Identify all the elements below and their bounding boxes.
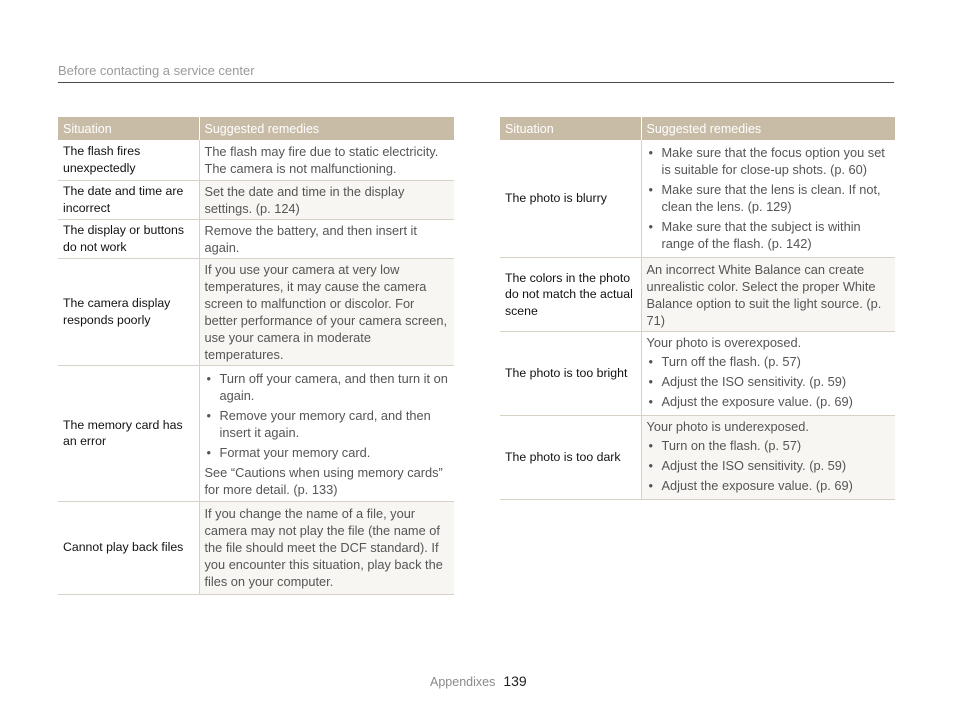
table-row [500,140,895,258]
table-row [58,365,454,501]
list-item: • Make sure that the subject is within range of the flash. (p. 142) [647,218,891,252]
remedy-cell: An incorrect White Balance can create unrealistic color. Select the proper White Balance option to suit the light source. (p. 71) [641,258,895,332]
list-item: • Turn on the flash. (p. 57) [647,437,891,454]
column-header-remedies: Suggested remedies [641,117,895,140]
table-row [58,219,454,258]
remedy-intro: Your photo is underexposed. [646,419,809,434]
situation-cell: The camera display responds poorly [58,258,199,365]
remedy-note: See “Cautions when using memory cards” for more detail. (p. 133) [204,465,443,497]
page-number: 139 [503,673,527,689]
situation-cell: The photo is too dark [500,416,641,500]
remedy-cell [641,332,895,416]
remedy-cell: If you change the name of a file, your camera may not play the file (the name of the file should meet the DCF standard). If you encounter this situation, play back the files on your computer. [199,501,454,594]
situation-cell: Cannot play back files [58,501,199,594]
column-header-situation: Situation [500,117,641,140]
table-row [500,416,895,500]
troubleshooting-table-left [58,117,454,595]
table-row [58,501,454,594]
situation-cell: The photo is blurry [500,140,641,258]
table-row [500,258,895,332]
footer-section: Appendixes [430,675,496,689]
remedy-cell [199,365,454,501]
list-item: • Adjust the ISO sensitivity. (p. 59) [647,457,891,474]
table-header-row [500,117,895,140]
column-header-remedies: Suggested remedies [199,117,454,140]
remedy-bullet-list [647,437,891,494]
list-item: • Adjust the exposure value. (p. 69) [647,393,891,410]
list-item: • Make sure that the focus option you set is suitable for close-up shots. (p. 60) [647,144,891,178]
troubleshooting-table-right [500,117,895,500]
remedy-cell: Remove the battery, and then insert it again. [199,219,454,258]
remedy-cell [641,140,895,258]
remedy-bullet-list [205,370,450,461]
remedy-cell: Set the date and time in the display settings. (p. 124) [199,180,454,219]
header-title: Before contacting a service center [58,63,255,78]
situation-cell: The memory card has an error [58,365,199,501]
list-item: • Turn off your camera, and then turn it on again. [205,370,450,404]
remedy-bullet-list [647,353,891,410]
situation-cell: The colors in the photo do not match the actual scene [500,258,641,332]
remedy-intro: Your photo is overexposed. [646,335,802,350]
page-footer [430,673,527,689]
table-row [58,258,454,365]
remedy-cell [641,416,895,500]
table-row [58,180,454,219]
list-item: • Adjust the exposure value. (p. 69) [647,477,891,494]
remedy-bullet-list [647,144,891,252]
remedy-cell: If you use your camera at very low temperatures, it may cause the camera screen to malfunction or discolor. For better performance of your camera screen, use your camera in moderate temperatures. [199,258,454,365]
list-item: • Turn off the flash. (p. 57) [647,353,891,370]
situation-cell: The display or buttons do not work [58,219,199,258]
list-item: • Format your memory card. [205,444,450,461]
situation-cell: The photo is too bright [500,332,641,416]
list-item: • Make sure that the lens is clean. If not, clean the lens. (p. 129) [647,181,891,215]
situation-cell: The flash fires unexpectedly [58,140,199,180]
table-row [500,332,895,416]
list-item: • Adjust the ISO sensitivity. (p. 59) [647,373,891,390]
list-item: • Remove your memory card, and then insert it again. [205,407,450,441]
table-row [58,140,454,180]
page-header [58,62,894,83]
remedy-cell: The flash may fire due to static electricity. The camera is not malfunctioning. [199,140,454,180]
situation-cell: The date and time are incorrect [58,180,199,219]
column-header-situation: Situation [58,117,199,140]
table-header-row [58,117,454,140]
